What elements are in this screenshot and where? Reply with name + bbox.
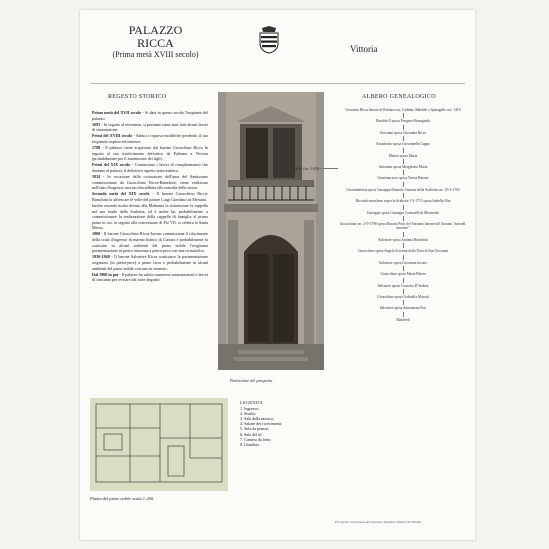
- place-name: Vittoria: [350, 44, 378, 54]
- regesto-entry: [92, 231, 208, 253]
- tree-node: Santoleano sposa Giovannella Cappa: [338, 142, 468, 153]
- regesto-entry: [92, 174, 208, 191]
- tree-node: Giovanni sposa Giovanna Ricco: [338, 131, 468, 142]
- legend-item: 5. Sala da pranzo;: [240, 426, 270, 432]
- regesto-entry-text: - Il barone Gioacchino Ricca-Iacono commissiona il rifacimento della scala d'ingresso in marmo bianco di Carrara e probabilmente fa sostituire in alcuni ambienti del piano nobile l'originaria pavimentazione in pietra intarsiata a pietra-pece con una in maiolica.: [92, 231, 208, 254]
- legend-item: 3. Sala della musica;: [240, 416, 274, 422]
- regesto-entry-text: - Il palazzo ha subito numerose manomissioni e lavori di riassunto per ovviare dal forte degrado.: [92, 271, 208, 283]
- tree-node: Gianfrancesco sposa Teresa Barone: [338, 176, 468, 187]
- regesto-entry-text: - Sabucci copiava modifiche perdendo il suo originario aspetto seicentesco.: [92, 133, 208, 144]
- legend-item: 7. Camera da letto;: [240, 436, 272, 442]
- regesto-entry: [92, 272, 208, 283]
- tree-side-note: Pugliàr (sec. 1600): [292, 167, 320, 171]
- tree-node: Salvatore sposa Giovanna Iacono: [338, 261, 468, 272]
- legend-title: LEGENDA: [240, 400, 263, 405]
- regesto-entry-date: 1693: [92, 121, 101, 127]
- document-page: [80, 10, 475, 540]
- regesto-entry-text: - Si data in questo secolo l'impianto del palazzo.: [92, 110, 208, 121]
- legend-item: 1. Ingresso;: [240, 406, 260, 412]
- regesto-entry: [92, 254, 208, 271]
- title-subtitle: (Prima metà XVIII secolo): [112, 50, 199, 59]
- regesto-entry: [92, 133, 208, 144]
- tree-node: Gioacchino sec. 4-9-1798 sposa Rosaria Porti del Sorranto barone del Sorrano "morsell. montiee": [338, 222, 468, 238]
- regesto-entry-text: - Il palazzo viene acquistato dal barone Gioacchino Ricca In seguito al suo trasferimento definitivo da Palermo a Vittoria (probabilmente per il matrimonio dei figli).: [92, 145, 208, 162]
- regesto-entry-text: - In occasione della costruzione dell'urna del Santissimo commissionata da Gioacchino Ricca-Bianchini, viene realizzato nell'atrio d'ingresso una nicchia adibita alla custodia della stessa.: [92, 174, 208, 191]
- footer-credit: Per gentile concessione del marchese Salvatore Palmeri di Villalba.: [335, 520, 422, 524]
- plan-legend: [240, 400, 282, 447]
- regesto-entry: [92, 145, 208, 162]
- regesto-entry-date: Primi del XVIII secolo: [92, 133, 133, 139]
- regesto-entry: [92, 110, 208, 121]
- regesto-entry-date: 1930-1940: [92, 254, 110, 260]
- regesto-entry-text: Inoltre essendo molto devoto alla Madonna fa ristrutturare la cappella nel suo feudo della Scalietta, ed è anche lui, probabilmente, a commissionare la realizzazione della cappella di famiglia al primo piano in cui, in seguito alla concessione di Pio VII, si celebra la Santa Messa.: [92, 203, 208, 231]
- legend-item: 4. Salone dei ricevimenti;: [240, 421, 283, 427]
- regesto-entry-date: Seconda metà del XIX secolo: [92, 191, 150, 197]
- regesto-entry-text: - Cominciano i lavori di completamento che daranno al palazzo il definitivo aspetto settecentesco.: [92, 162, 208, 173]
- tree-node: Antonino sposa Margherita Maria: [338, 165, 468, 176]
- tree-node: Matteo sposa Maria: [338, 154, 468, 165]
- family-tree: [338, 108, 468, 329]
- family-crest-icon: [258, 26, 280, 54]
- tree-node: Gioacchino sposa Gabriella Marotti: [338, 295, 468, 306]
- header-divider: [90, 83, 465, 84]
- regesto-entry-date: 1834: [92, 174, 101, 180]
- tree-node: Rinaldo II sposa Prospero Bonagiuda: [338, 119, 468, 130]
- tree-node: Salvatore sposa Concetta D'Andrea: [338, 284, 468, 295]
- page-title: [108, 24, 203, 60]
- title-line-2: RICCA: [137, 36, 174, 50]
- regesto-entry: [92, 162, 208, 173]
- regesto-entry-text: - Il barone Salvatore Ricca sostituisce la pavimentazione originaria (in pietra-pece) a piano terra e probabilmente in alcuni ambienti del piano nobile con una in cemento.: [92, 254, 208, 271]
- regesto-entry-date: 1900: [92, 231, 101, 237]
- regesto-entry: [92, 122, 208, 133]
- regesto-entry-date: Dal 1960 in poi: [92, 271, 119, 277]
- regesto-entry-date: Primi del XIX secolo: [92, 162, 131, 168]
- tree-node: Gioacchino sposa Maria Blezio: [338, 272, 468, 283]
- regesto-entry-text: - In seguito al terremoto, si presume siano stati fatti alcuni lavori di sistemazione.: [92, 121, 208, 133]
- tree-node: Salvatore sposa Annunziata Foti: [338, 306, 468, 317]
- regesto-entry: [92, 203, 208, 231]
- tree-side-connector: [316, 168, 338, 169]
- regesto-entry-date: Prima metà del XVII secolo: [92, 110, 142, 115]
- legend-item: 2. Studio;: [240, 411, 256, 417]
- albero-heading: ALBERO GENEALOGICO: [362, 94, 436, 100]
- legend-item: 8. Giardino.: [240, 441, 260, 447]
- regesto-entry-text: - Il barone Gioacchino Ricca-Bianchini fa affrescare le volte del pittore Luigi Giordano da Messina.: [92, 191, 209, 202]
- regesto-heading: REGESTO STORICO: [108, 94, 167, 100]
- tree-node: Giovanni Ricca barone di Riesbroccio, Cadduti, Balabeli e Spinagallo sec. 1410: [338, 108, 468, 119]
- legend-item: 6. Sala del tè;: [240, 431, 263, 437]
- tree-node: Giuseppe sposa Giuseppa Consarelli di Montorale: [338, 211, 468, 222]
- photo-caption: Particolare del prospetto.: [230, 378, 274, 383]
- tree-node: Gioacchino sposa Angela Scrofani della Terra di San Giovanni: [338, 249, 468, 260]
- title-line-1: PALAZZO: [128, 23, 183, 37]
- floor-plan: [90, 398, 228, 491]
- tree-node: Manfredi: [396, 317, 410, 322]
- regesto-text: [92, 110, 208, 283]
- regesto-entry-date: 1798: [92, 145, 101, 151]
- regesto-entry: [92, 191, 208, 202]
- tree-node: Giovanbattista sposa Giuseppa Rinaudo I barone della Scalietta sec. 23-3-1705: [338, 188, 468, 199]
- tree-node: Riccardo marchese sopra la Scalietta 1-5-1715 sposa Isabella Alia: [338, 199, 468, 210]
- plan-caption: Pianta del piano nobile scala 1:200.: [90, 496, 155, 501]
- tree-node: Salvatore sposa Antonia Bianchini: [338, 238, 468, 249]
- facade-photo: [218, 92, 324, 370]
